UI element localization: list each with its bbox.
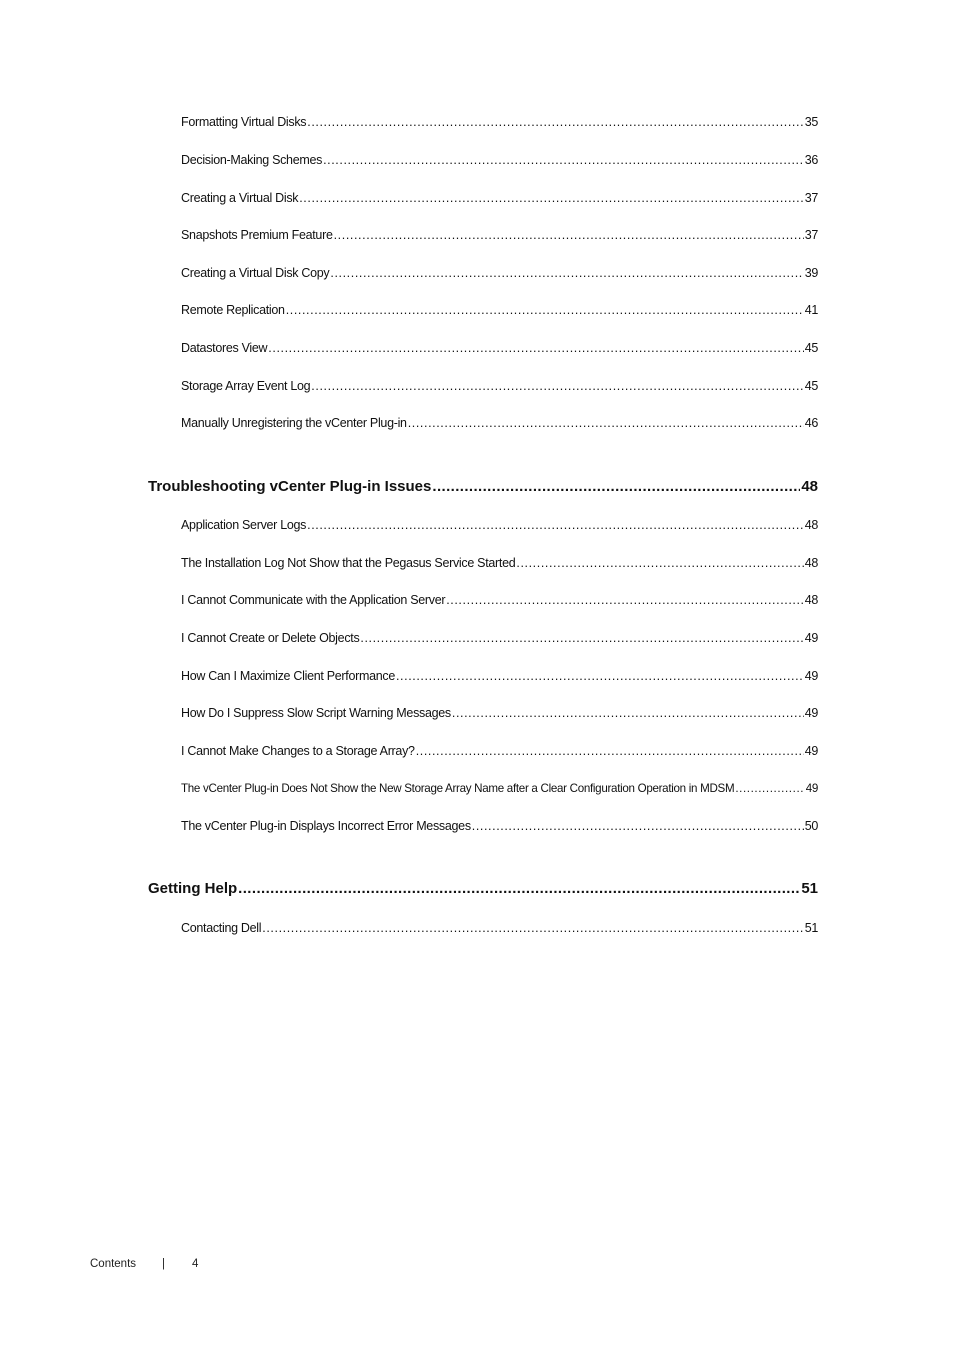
toc-entry-title: The vCenter Plug-in Does Not Show the New Storage Array Name after a Clear Configuration Operation in MDSM — [181, 782, 735, 795]
toc-entry-title: The Installation Log Not Show that the Pegasus Service Started — [181, 556, 516, 570]
toc-entry-page: 37 — [804, 228, 818, 242]
toc-entry-title: Storage Array Event Log — [181, 379, 311, 393]
toc-entry[interactable] — [181, 921, 818, 939]
toc-entry-page: 48 — [804, 593, 818, 607]
toc-leader-dots — [330, 266, 803, 280]
footer-label: Contents — [90, 1258, 137, 1270]
toc-leader-dots — [334, 228, 804, 242]
toc-entry-title: Creating a Virtual Disk — [181, 191, 299, 205]
toc-leader-dots — [262, 921, 803, 935]
toc-leader-dots — [516, 556, 803, 570]
toc-leader-dots — [408, 416, 804, 430]
toc-entry-title: Creating a Virtual Disk Copy — [181, 266, 330, 280]
toc-entry-title: Application Server Logs — [181, 518, 307, 532]
toc-entry-page: 49 — [804, 631, 818, 645]
toc-entry-page: 39 — [804, 266, 818, 280]
toc-entry-title: The vCenter Plug-in Displays Incorrect Error Messages — [181, 819, 471, 833]
toc-entry-page: 49 — [805, 782, 818, 795]
toc-entry[interactable] — [181, 518, 818, 536]
toc-entry[interactable] — [181, 593, 818, 611]
toc-entry-title: How Do I Suppress Slow Script Warning Messages — [181, 706, 451, 720]
toc-entry[interactable] — [181, 228, 818, 246]
toc-entry-title: I Cannot Communicate with the Application Server — [181, 593, 446, 607]
toc-entry[interactable] — [181, 631, 818, 649]
page-footer — [90, 1258, 198, 1270]
toc-entry[interactable] — [181, 556, 818, 574]
toc-entry[interactable] — [181, 782, 818, 800]
toc-entry-page: 49 — [804, 706, 818, 720]
toc-entry-page: 48 — [804, 556, 818, 570]
toc-entry[interactable] — [181, 416, 818, 434]
toc-entry[interactable] — [181, 266, 818, 284]
toc-entry-page: 49 — [804, 669, 818, 683]
toc-leader-dots — [307, 518, 804, 532]
toc-leader-dots — [307, 115, 803, 129]
toc-leader-dots — [416, 744, 804, 758]
toc-leader-dots — [311, 379, 803, 393]
toc-section-title: Troubleshooting vCenter Plug-in Issues — [148, 478, 432, 495]
toc-leader-dots — [323, 153, 804, 167]
toc-entry[interactable] — [181, 191, 818, 209]
toc-leader-dots — [432, 478, 800, 495]
toc-entry-page: 35 — [804, 115, 818, 129]
toc-entry-title: Snapshots Premium Feature — [181, 228, 333, 242]
toc-entry-title: Datastores View — [181, 341, 268, 355]
toc-section-page: 51 — [801, 880, 818, 897]
toc-entry[interactable] — [181, 341, 818, 359]
toc-entry-page: 45 — [804, 379, 818, 393]
toc-leader-dots — [446, 593, 803, 607]
toc-entry-title: Remote Replication — [181, 303, 285, 317]
toc-leader-dots — [299, 191, 803, 205]
toc-leader-dots — [268, 341, 803, 355]
toc-leader-dots — [472, 819, 804, 833]
toc-entry[interactable] — [181, 819, 818, 837]
footer-page-number: 4 — [192, 1258, 199, 1270]
toc-entry[interactable] — [181, 706, 818, 724]
toc-section-troubleshooting[interactable] — [148, 478, 818, 498]
toc-entry-page: 50 — [804, 819, 818, 833]
toc-entry-title: I Cannot Create or Delete Objects — [181, 631, 360, 645]
toc-entry-title: Decision-Making Schemes — [181, 153, 323, 167]
toc-entry-title: How Can I Maximize Client Performance — [181, 669, 395, 683]
toc-entry[interactable] — [181, 115, 818, 133]
toc-entry[interactable] — [181, 303, 818, 321]
toc-section-getting-help[interactable] — [148, 880, 818, 900]
toc-entry-title: Formatting Virtual Disks — [181, 115, 307, 129]
toc-leader-dots — [360, 631, 803, 645]
toc-entry[interactable] — [181, 669, 818, 687]
toc-entry-page: 51 — [804, 921, 818, 935]
toc-entry-page: 37 — [804, 191, 818, 205]
toc-leader-dots — [238, 880, 800, 897]
toc-section-page: 48 — [801, 478, 818, 495]
toc-entry-title: Contacting Dell — [181, 921, 262, 935]
toc-entry[interactable] — [181, 153, 818, 171]
toc-entry[interactable] — [181, 744, 818, 762]
toc-entry-title: I Cannot Make Changes to a Storage Array? — [181, 744, 415, 758]
toc-entry-page: 45 — [804, 341, 818, 355]
toc-entry-page: 41 — [804, 303, 818, 317]
toc-entry-page: 48 — [804, 518, 818, 532]
toc-section-title: Getting Help — [148, 880, 238, 897]
toc-entry-page: 49 — [804, 744, 818, 758]
toc-leader-dots — [735, 782, 804, 795]
toc-entry-title: Manually Unregistering the vCenter Plug-in — [181, 416, 407, 430]
footer-separator: | — [162, 1258, 165, 1270]
toc-leader-dots — [452, 706, 804, 720]
toc-entry-page: 36 — [804, 153, 818, 167]
toc-leader-dots — [286, 303, 804, 317]
toc-entry[interactable] — [181, 379, 818, 397]
toc-entry-page: 46 — [804, 416, 818, 430]
toc-leader-dots — [396, 669, 804, 683]
